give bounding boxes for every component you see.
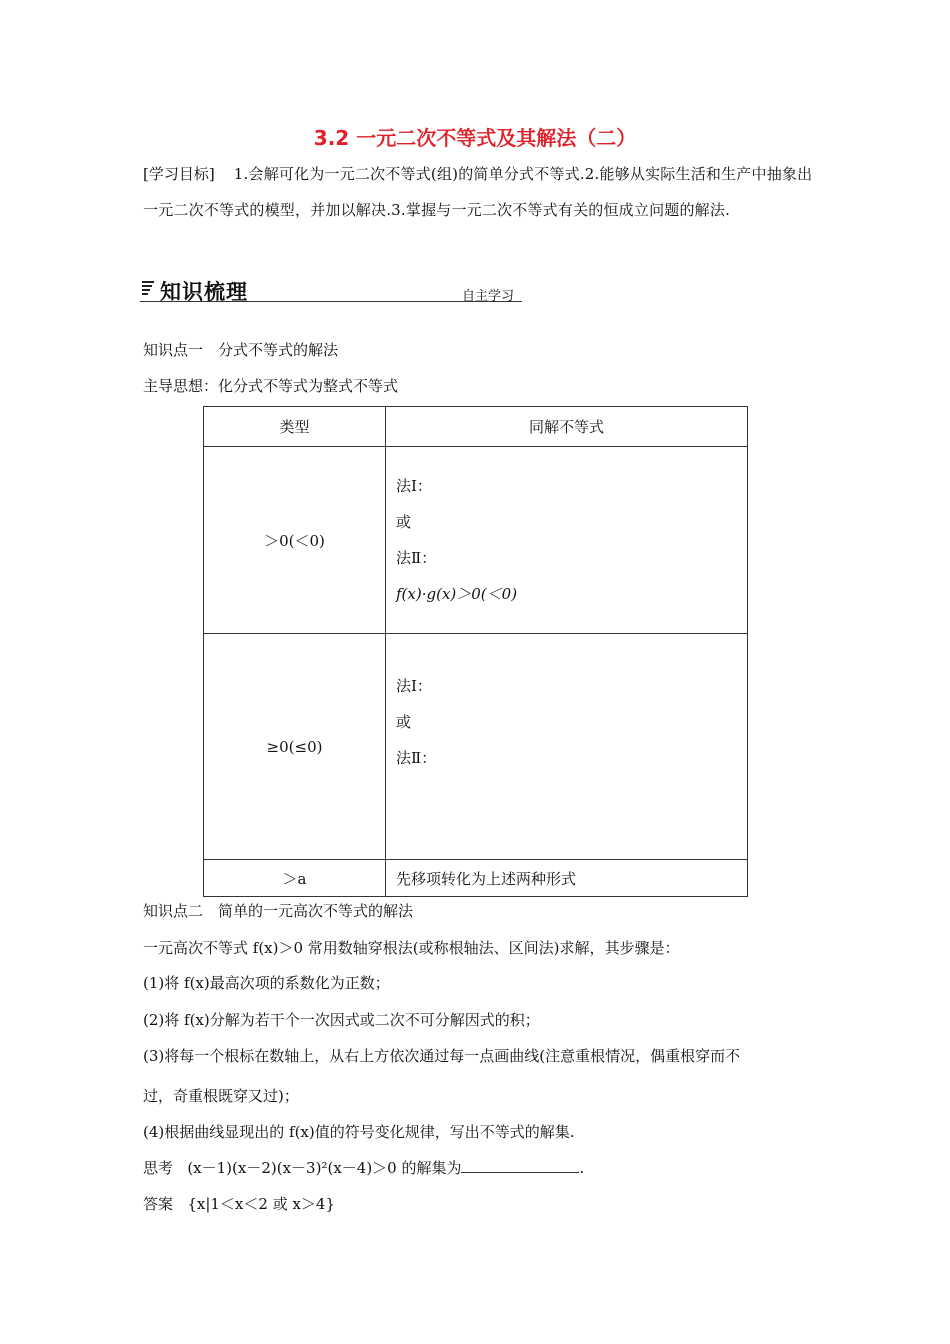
method-line: 法Ⅰ：: [396, 677, 432, 695]
method-line: 或: [396, 713, 412, 731]
table-cell-equivalent: [386, 447, 748, 634]
knowledge-point-1-idea: 主导思想：化分式不等式为整式不等式: [143, 377, 399, 395]
knowledge-point-2-title: 知识点二 简单的一元高次不等式的解法: [143, 902, 414, 920]
knowledge-point-2-intro: 一元高次不等式 f(x)＞0 常用数轴穿根法(或称根轴法、区间法)求解，其步骤是：: [143, 939, 680, 957]
stripes-icon: [142, 281, 154, 297]
table-cell-type: ≥0(≤0): [204, 634, 386, 860]
think-end: .: [579, 1159, 585, 1177]
step-item: 过，奇重根既穿又过)；: [143, 1087, 299, 1105]
think-text: (x－1)(x－2)(x－3)²(x－4)＞0 的解集为: [187, 1159, 462, 1177]
answer-line: [143, 1187, 335, 1221]
table-cell-type: ＞0(＜0): [204, 447, 386, 634]
section-subheading: 自主学习: [462, 289, 515, 304]
step-item: (4)根据曲线显现出的 f(x)值的符号变化规律，写出不等式的解集.: [143, 1123, 575, 1141]
think-label: 思考: [143, 1159, 174, 1177]
table-cell-equivalent: [386, 634, 748, 860]
step-item: (3)将每一个根标在数轴上，从右上方依次通过每一点画曲线(注意重根情况，偶重根穿而不: [143, 1047, 741, 1065]
method-line: 法Ⅱ：: [396, 749, 437, 767]
table-header-equivalent: 同解不等式: [386, 407, 748, 447]
learning-goals: [143, 156, 813, 228]
table-row: [204, 447, 748, 634]
think-question: [143, 1151, 584, 1185]
answer-label: 答案: [143, 1195, 174, 1213]
section-header: [140, 276, 522, 304]
table-header-type: 类型: [204, 407, 386, 447]
method-line: f(x)·g(x)＞0(＜0): [396, 585, 518, 603]
knowledge-point-1-title: 知识点一 分式不等式的解法: [143, 341, 339, 359]
answer-text: {x|1＜x＜2 或 x＞4}: [187, 1195, 336, 1213]
page-title: 3.2 一元二次不等式及其解法（二）: [313, 126, 637, 150]
table-row: [204, 634, 748, 860]
learning-goals-text: 1.会解可化为一元二次不等式(组)的简单分式不等式.2.能够从实际生活和生产中抽象出一元二次不等式的模型，并加以解决.3.掌握与一元二次不等式有关的恒成立问题的解法.: [143, 165, 813, 219]
step-item: (2)将 f(x)分解为若干个一次因式或二次不可分解因式的积；: [143, 1011, 540, 1029]
table-cell-equivalent: 先移项转化为上述两种形式: [386, 860, 748, 897]
method-line: 或: [396, 513, 412, 531]
answer-blank: [461, 1158, 579, 1173]
learning-goals-label: [学习目标]: [143, 165, 215, 183]
section-heading: 知识梳理: [160, 280, 248, 304]
method-line: 法Ⅰ：: [396, 477, 432, 495]
table-row: [204, 860, 748, 897]
method-line: 法Ⅱ：: [396, 549, 437, 567]
step-item: (1)将 f(x)最高次项的系数化为正数；: [143, 974, 390, 992]
table-header-row: [204, 407, 748, 447]
method-table: [203, 406, 748, 897]
table-cell-type: ＞a: [204, 860, 386, 897]
